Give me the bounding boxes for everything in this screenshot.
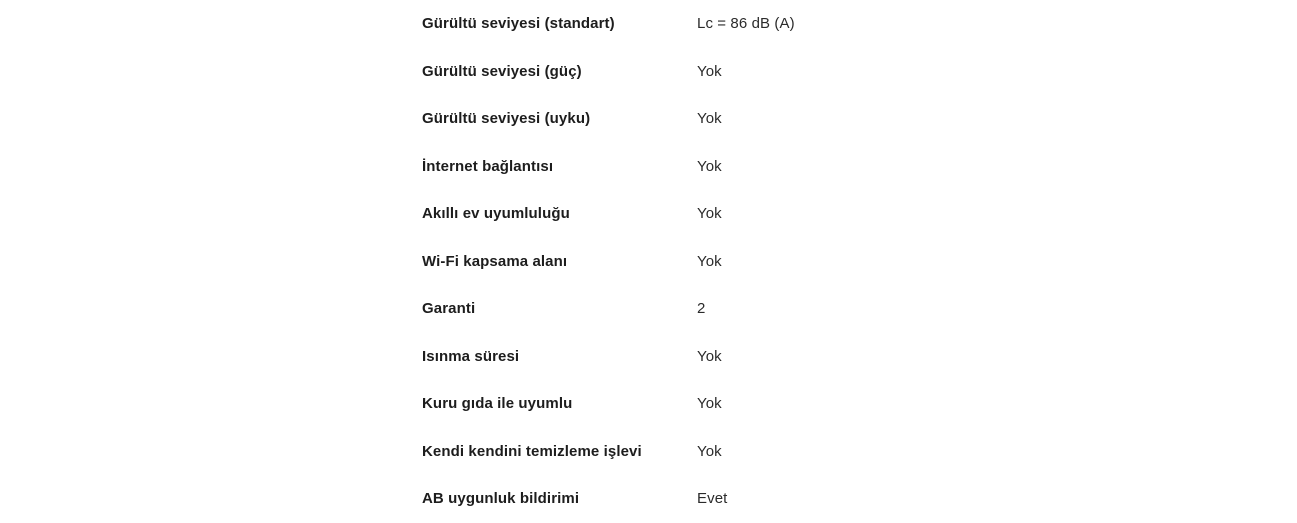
table-row [422,380,1122,428]
spec-value: 2 [697,300,706,318]
spec-value: Yok [697,157,722,175]
table-row [422,0,1122,48]
spec-value: Yok [697,347,722,365]
table-row [422,238,1122,286]
spec-value: Yok [697,205,722,223]
spec-label: Wi-Fi kapsama alanı [422,252,568,270]
table-row [422,428,1122,476]
table-row [422,475,1122,523]
spec-value: Yok [697,110,722,128]
spec-label: Akıllı ev uyumluluğu [422,205,570,223]
spec-label: Isınma süresi [422,347,520,365]
spec-value: Lc = 86 dB (A) [697,15,795,33]
spec-label: İnternet bağlantısı [422,157,554,175]
spec-value: Evet [697,490,728,508]
spec-label: Kendi kendini temizleme işlevi [422,442,642,460]
table-row [422,333,1122,381]
specification-table-body [422,0,1122,523]
spec-label: AB uygunluk bildirimi [422,490,580,508]
spec-label: Gürültü seviyesi (güç) [422,62,582,80]
table-row [422,285,1122,333]
spec-label: Kuru gıda ile uyumlu [422,395,573,413]
table-row [422,95,1122,143]
spec-value: Yok [697,395,722,413]
spec-label: Garanti [422,300,476,318]
spec-value: Yok [697,252,722,270]
spec-value: Yok [697,442,722,460]
table-row [422,143,1122,191]
specification-table [422,0,1122,523]
table-row [422,190,1122,238]
spec-label: Gürültü seviyesi (uyku) [422,110,591,128]
spec-value: Yok [697,62,722,80]
spec-label: Gürültü seviyesi (standart) [422,15,615,33]
table-row [422,48,1122,96]
